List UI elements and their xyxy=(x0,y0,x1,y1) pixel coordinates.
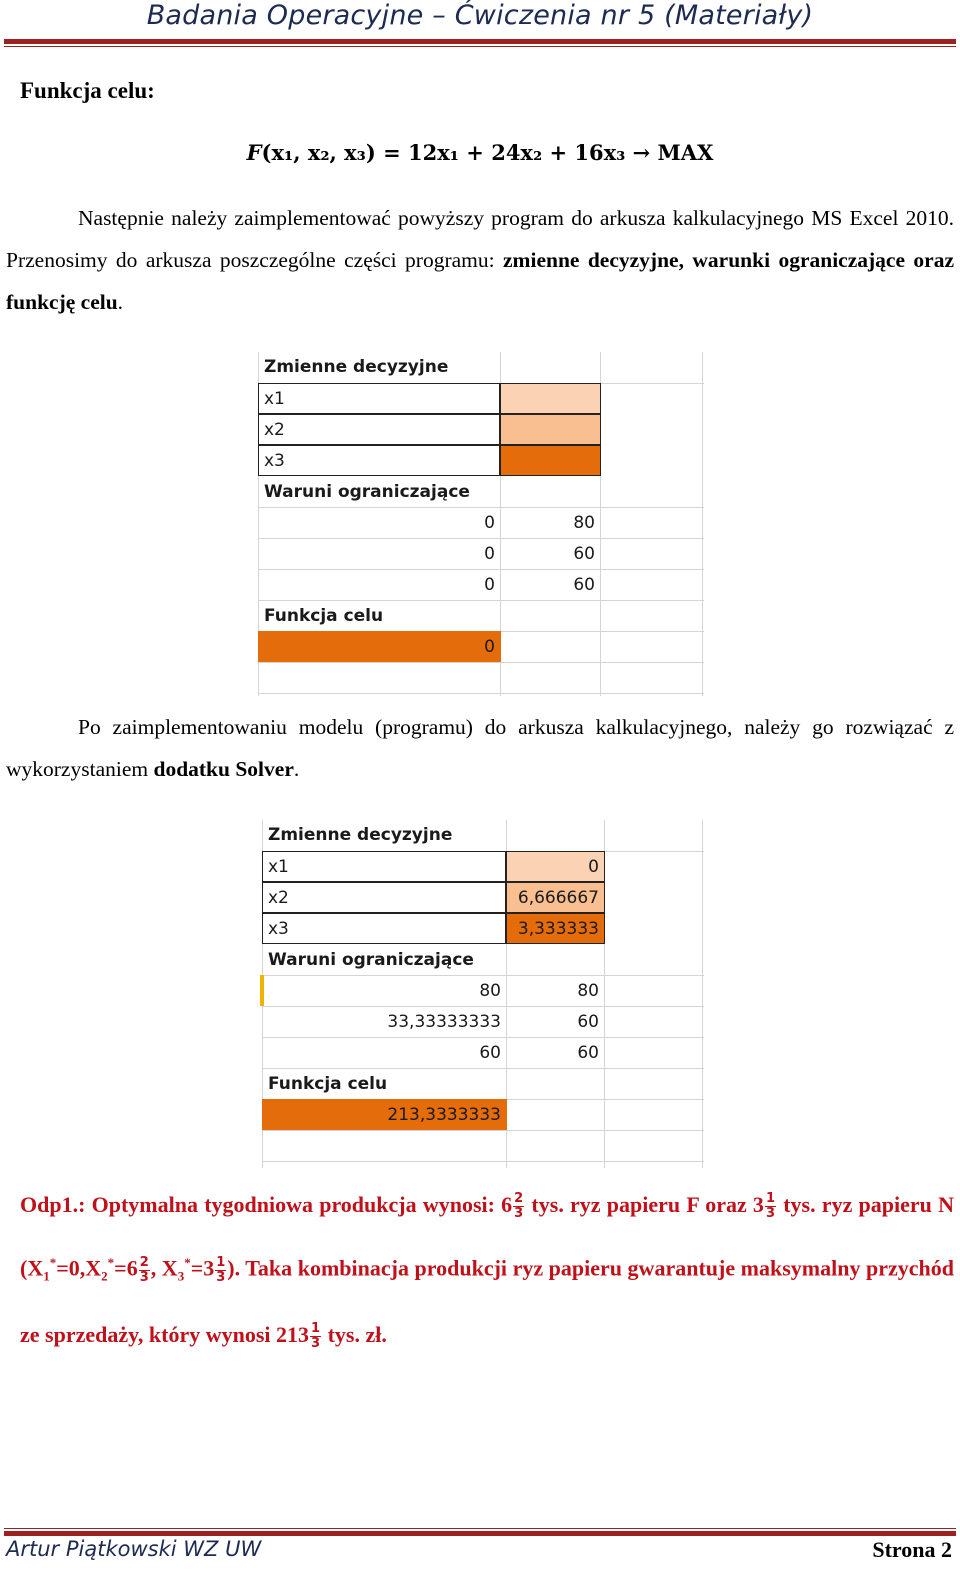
section-title: Funkcja celu: xyxy=(20,78,155,103)
footer-author: Artur Piątkowski WZ UW xyxy=(6,1537,262,1561)
x3-value: 3,333333 xyxy=(517,919,599,939)
paragraph-implementation xyxy=(6,197,954,323)
answer-text: ). Taka kombinacja produkcji ryz papieru gwarantuje maksymalny przychód ze sprzedaży, który wynosi 213 xyxy=(20,1255,955,1347)
answer-text: =6 xyxy=(114,1255,138,1281)
answer-text: tys. zł. xyxy=(322,1321,387,1347)
fraction: $\frac{2}{3}$ xyxy=(514,1191,524,1222)
paragraph-solver xyxy=(6,706,954,790)
x1-value: 0 xyxy=(588,857,599,877)
label-constraints: Waruni ograniczające xyxy=(268,950,474,970)
label-x2: x2 xyxy=(264,420,285,440)
constraint-3-rhs: 60 xyxy=(577,1043,599,1063)
vars-border xyxy=(258,383,601,476)
constraint-2-rhs: 60 xyxy=(573,544,595,564)
answer-text: tys. ryz papieru N (X xyxy=(20,1192,955,1281)
fraction: $\frac{1}{3}$ xyxy=(311,1321,321,1352)
answer-text: tys. ryz papieru F oraz 3 xyxy=(525,1192,764,1217)
objective-value: 213,3333333 xyxy=(387,1105,501,1125)
paragraph-text-end: . xyxy=(117,290,124,314)
answer-text: , X xyxy=(150,1255,178,1281)
objective-value: 0 xyxy=(484,637,495,657)
paragraph-text-end: . xyxy=(293,757,300,781)
paragraph-text: Po zaimplementowaniu modelu (programu) do arkusza kalkulacyjnego, należy go rozwiązać z wykorzystaniem xyxy=(6,715,954,781)
label-decision-vars: Zmienne decyzyjne xyxy=(264,357,449,377)
label-x3: x3 xyxy=(268,919,289,939)
spreadsheet-solution xyxy=(262,820,704,1168)
constraint-1-lhs: 80 xyxy=(479,981,501,1001)
answer-text: =3 xyxy=(190,1255,215,1281)
label-constraints: Waruni ograniczające xyxy=(264,482,470,502)
label-decision-vars: Zmienne decyzyjne xyxy=(268,825,453,845)
fraction: $\frac{1}{3}$ xyxy=(765,1191,775,1222)
formula-fn: F xyxy=(246,140,262,165)
constraint-2-lhs: 33,33333333 xyxy=(387,1012,501,1032)
constraint-1-rhs: 80 xyxy=(577,981,599,1001)
spreadsheet-model xyxy=(258,352,704,696)
x2-value: 6,666667 xyxy=(517,888,599,908)
constraint-1-lhs: 0 xyxy=(484,513,495,533)
paragraph-bold: zmienne decyzyjne, warunki ograniczające oraz funkcję celu xyxy=(6,248,955,314)
label-x2: x2 xyxy=(268,888,289,908)
paragraph-text: Następnie należy zaimplementować powyższy program do arkusza kalkulacyjnego MS Excel 2010. Przenosimy do arkusza poszczególne części programu: xyxy=(6,206,954,272)
formula-rhs: = 12x₁ + 24x₂ + 16x₃ → MAX xyxy=(383,140,714,165)
constraint-3-rhs: 60 xyxy=(573,575,595,595)
constraint-1-rhs: 80 xyxy=(573,513,595,533)
answer-paragraph: Odp1.: Optymalna tygodniowa produkcja wynosi: 6 $\frac{2}{3}$ tys. ryz papieru F oraz 3 $\frac{1}{3}$ tys. ryz papieru N ($X_1^*=0,X_2^*=6$ $\frac{2}{3}$ , $X_3^*=3$ $\frac{1}{3}$ ). Taka kombinacja produkcji ryz papieru gwarantuje maksymalny przychód ze sprzedaży, który wynosi 213 $\frac{1}{3}$ tys. zł. xyxy=(20,1191,955,1352)
label-x1: x1 xyxy=(268,857,289,877)
footer-rule-thick xyxy=(4,1531,956,1536)
constraint-3-lhs: 0 xyxy=(484,575,495,595)
constraint-2-rhs: 60 xyxy=(577,1012,599,1032)
objective-formula xyxy=(0,140,960,165)
footer-page-number: Strona 2 xyxy=(872,1537,952,1562)
answer-text: =0,X xyxy=(56,1255,102,1281)
footer-rule-thin xyxy=(4,1528,956,1529)
answer-text: Odp1.: Optymalna tygodniowa produkcja wynosi: 6 xyxy=(20,1192,513,1217)
label-objective: Funkcja celu xyxy=(264,606,384,626)
fraction: $\frac{1}{3}$ xyxy=(216,1254,226,1285)
label-x1: x1 xyxy=(264,389,285,409)
label-objective: Funkcja celu xyxy=(268,1074,388,1094)
label-x3: x3 xyxy=(264,451,285,471)
header-rule-thin xyxy=(4,46,956,47)
constraint-3-lhs: 60 xyxy=(479,1043,501,1063)
formula-args: (x₁, x₂, x₃) xyxy=(261,140,376,165)
page-header-title: Badania Operacyjne – Ćwiczenia nr 5 (Materiały) xyxy=(146,0,814,31)
header-rule-thick xyxy=(4,39,956,44)
constraint-2-lhs: 0 xyxy=(484,544,495,564)
fraction: $\frac{2}{3}$ xyxy=(139,1254,149,1285)
paragraph-bold: dodatku Solver xyxy=(153,757,294,781)
